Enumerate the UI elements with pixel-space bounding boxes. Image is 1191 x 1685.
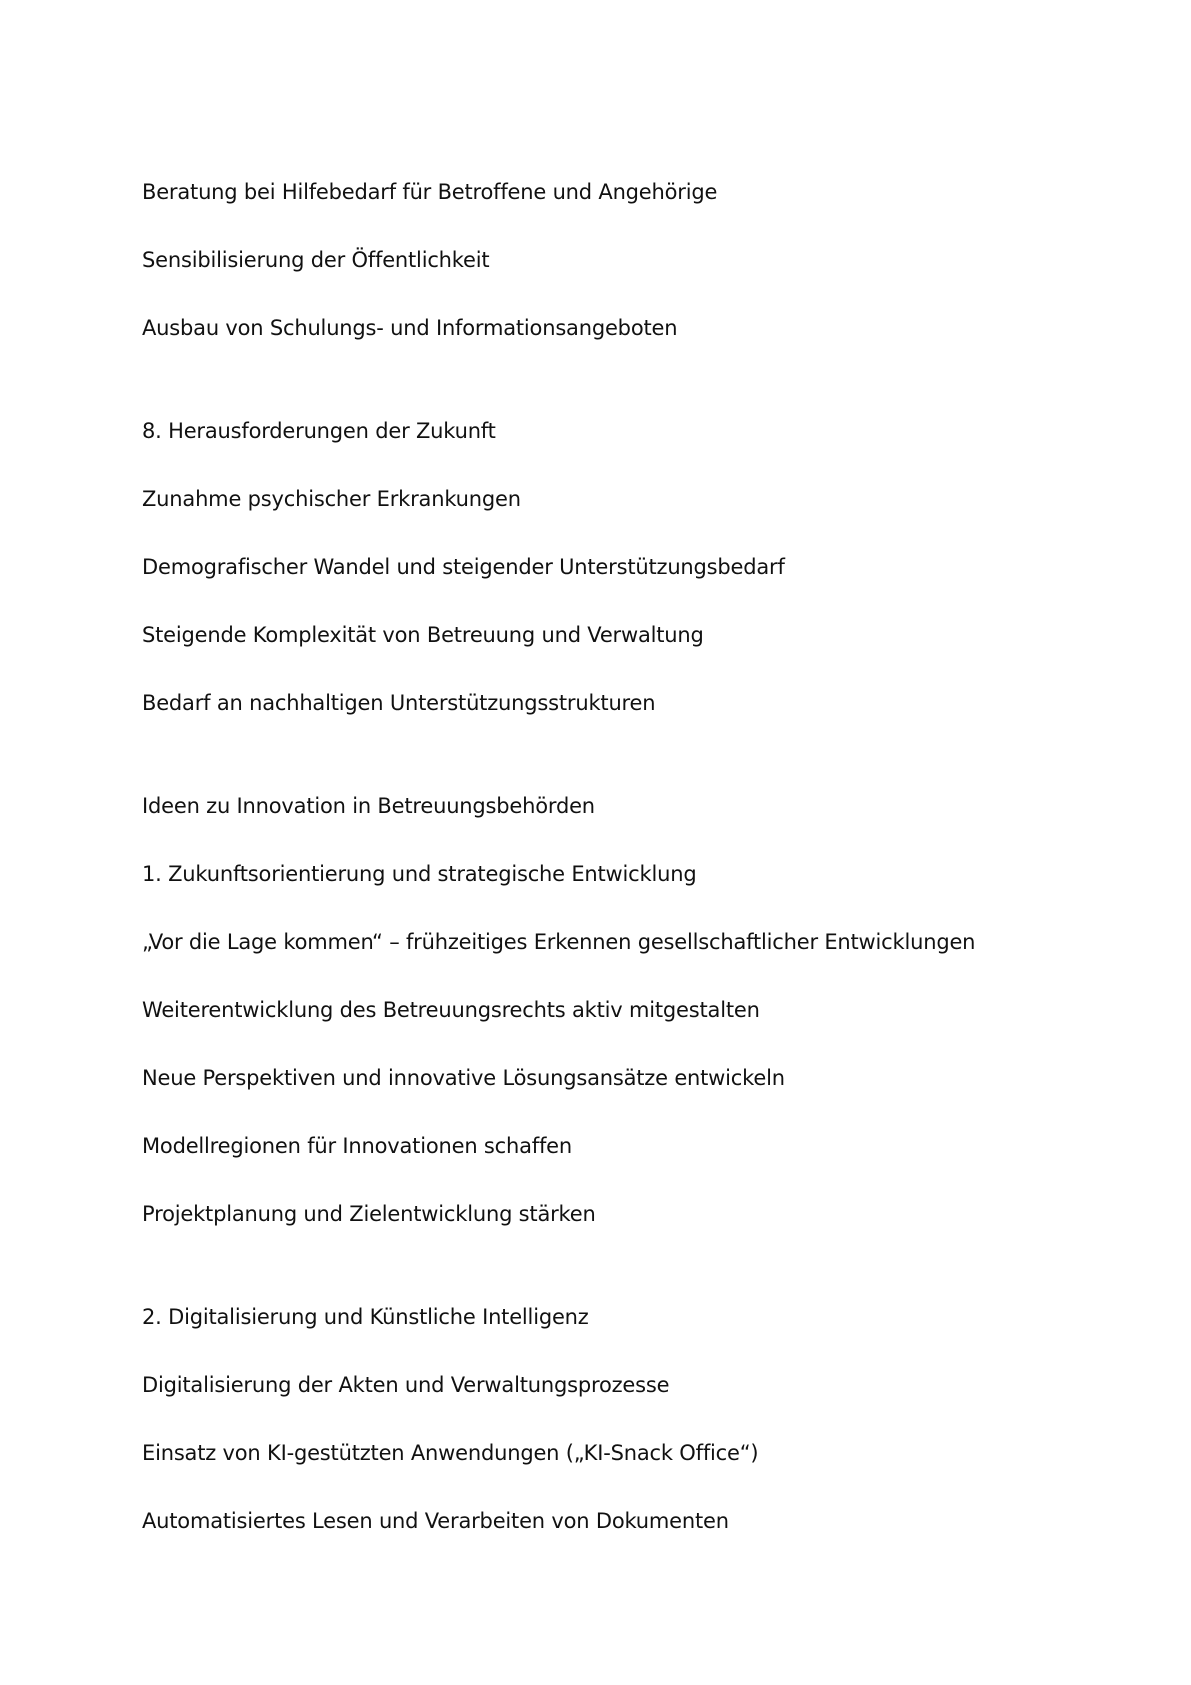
- text-line: Ausbau von Schulungs- und Informationsangeboten: [142, 316, 678, 340]
- text-line: Demografischer Wandel und steigender Unterstützungsbedarf: [142, 555, 785, 579]
- section-heading: Ideen zu Innovation in Betreuungsbehörden: [142, 794, 595, 818]
- text-line: Modellregionen für Innovationen schaffen: [142, 1134, 572, 1158]
- text-line: Digitalisierung der Akten und Verwaltungsprozesse: [142, 1373, 670, 1397]
- text-line: Projektplanung und Zielentwicklung stärken: [142, 1202, 596, 1226]
- section-heading: 8. Herausforderungen der Zukunft: [142, 419, 496, 443]
- text-line: Weiterentwicklung des Betreuungsrechts aktiv mitgestalten: [142, 998, 760, 1022]
- text-line: Steigende Komplexität von Betreuung und Verwaltung: [142, 623, 704, 647]
- text-line: Einsatz von KI-gestützten Anwendungen („KI-Snack Office“): [142, 1441, 759, 1465]
- text-line: Sensibilisierung der Öffentlichkeit: [142, 248, 490, 272]
- text-line: Beratung bei Hilfebedarf für Betroffene und Angehörige: [142, 180, 718, 204]
- text-line: „Vor die Lage kommen“ – frühzeitiges Erkennen gesellschaftlicher Entwicklungen: [142, 930, 976, 954]
- subsection-heading: 1. Zukunftsorientierung und strategische Entwicklung: [142, 862, 697, 886]
- text-line: Bedarf an nachhaltigen Unterstützungsstrukturen: [142, 691, 656, 715]
- subsection-heading: 2. Digitalisierung und Künstliche Intelligenz: [142, 1305, 589, 1329]
- text-line: Automatisiertes Lesen und Verarbeiten von Dokumenten: [142, 1509, 729, 1533]
- text-line: Neue Perspektiven und innovative Lösungsansätze entwickeln: [142, 1066, 785, 1090]
- text-line: Zunahme psychischer Erkrankungen: [142, 487, 521, 511]
